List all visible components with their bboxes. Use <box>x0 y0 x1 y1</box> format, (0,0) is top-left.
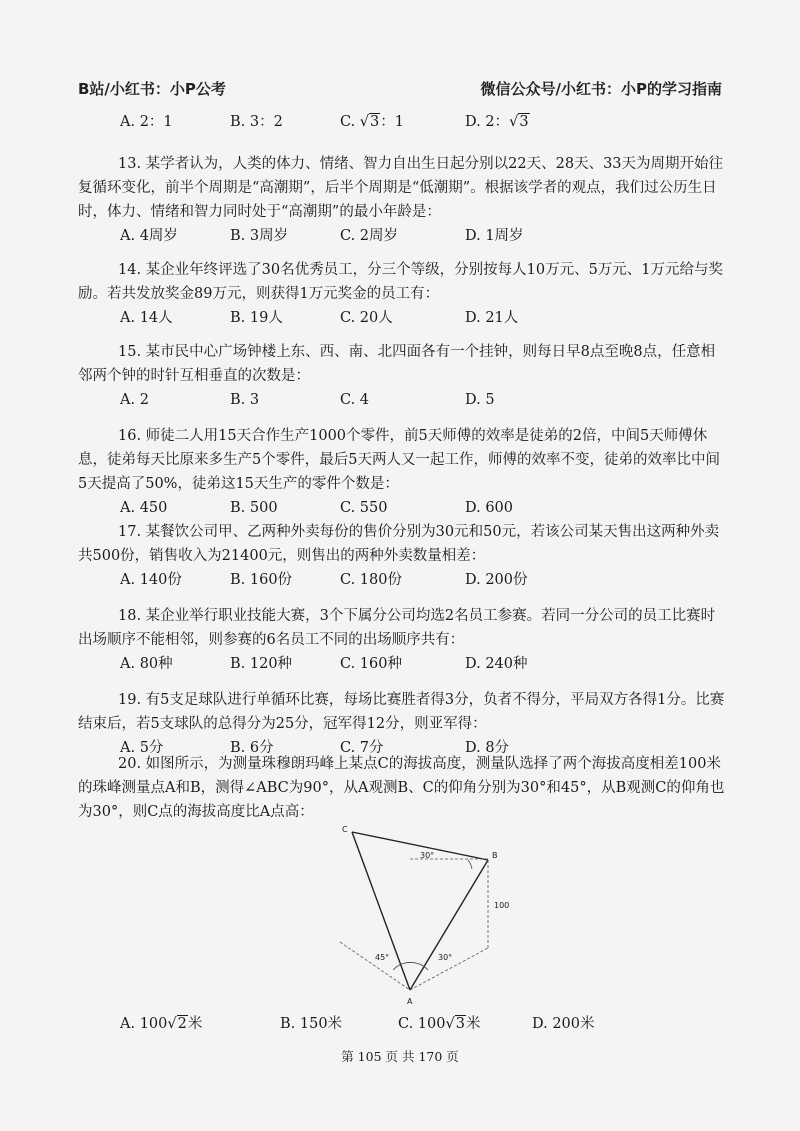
label-c: C <box>342 825 348 834</box>
question-14 <box>78 258 728 330</box>
angle-b-label: 30° <box>420 851 435 860</box>
option-c: C. 4 <box>340 392 370 408</box>
header-right: 微信公众号/小红书：小P的学习指南 <box>480 80 722 98</box>
options-row <box>120 568 728 592</box>
option-b: B. 3周岁 <box>230 228 289 244</box>
options-row <box>120 110 728 134</box>
option-d: D. 5 <box>465 392 495 408</box>
label-a: A <box>407 997 413 1006</box>
line-ba <box>410 860 488 990</box>
option-a: A. 4周岁 <box>120 228 178 244</box>
angle-a-left-label: 45° <box>375 953 390 962</box>
option-c: C. 160种 <box>340 656 402 672</box>
question-20 <box>78 752 728 824</box>
question-stem: 20. 如图所示，为测量珠穆朗玛峰上某点C的海拔高度，测量队选择了两个海拔高度相差100米的珠峰测量点A和B，测得∠ABC为90°，从A观测B、C的仰角分别为30°和45°，从B观测C的仰角也为30°，则C点的海拔高度比A点高： <box>78 756 725 820</box>
option-a: A. 2 <box>120 392 149 408</box>
angle-arc-b <box>468 860 472 869</box>
page-footer: 第 105 页 共 170 页 <box>341 1049 459 1064</box>
option-d: D. 200份 <box>465 572 528 588</box>
line-ca <box>352 832 410 990</box>
option-b: B. 3：2 <box>230 114 283 130</box>
option-b: B. 500 <box>230 500 278 516</box>
option-d: D. 8分 <box>465 740 510 756</box>
option-d: D. 1周岁 <box>465 228 524 244</box>
option-d: D. 600 <box>465 500 514 516</box>
question-12 <box>78 110 728 134</box>
triangle-diagram <box>330 820 540 1010</box>
option-a: A. 14人 <box>120 310 173 326</box>
option-b: B. 3 <box>230 392 260 408</box>
option-b: B. 120种 <box>230 656 293 672</box>
question-stem: 14. 某企业年终评选了30名优秀员工，分三个等级，分别按每人10万元、5万元、1万元给与奖励。若共发放奖金89万元，则获得1万元奖金的员工有： <box>78 262 724 302</box>
option-c: C. 550 <box>340 500 388 516</box>
option-c: C. √3：1 <box>340 114 405 130</box>
question-stem: 17. 某餐饮公司甲、乙两种外卖每份的售价分别为30元和50元，若该公司某天售出这两种外卖共500份，销售收入为21400元，则售出的两种外卖数量相差： <box>78 524 720 564</box>
question-stem: 18. 某企业举行职业技能大赛，3个下属分公司均选2名员工参赛。若同一分公司的员工比赛时出场顺序不能相邻，则参赛的6名员工不同的出场顺序共有： <box>78 608 716 648</box>
question-17 <box>78 520 728 592</box>
option-c: C. 7分 <box>340 740 384 756</box>
option-b: B. 6分 <box>230 740 274 756</box>
option-a: A. 2：1 <box>120 114 173 130</box>
ground-left <box>340 942 410 990</box>
option-c: C. 2周岁 <box>340 228 399 244</box>
question-stem: 13. 某学者认为，人类的体力、情绪、智力自出生日起分别以22天、28天、33天为周期开始往复循环变化，前半个周期是“高潮期”，后半个周期是“低潮期”。根据该学者的观点，我们过公历生日时，体力、情绪和智力同时处于“高潮期”的最小年龄是： <box>78 156 724 220</box>
option-b: B. 19人 <box>230 310 283 326</box>
options-row <box>120 388 728 412</box>
question-18 <box>78 604 728 676</box>
option-a: A. 80种 <box>120 656 173 672</box>
options-row <box>120 652 728 676</box>
label-b: B <box>492 851 498 860</box>
options-row <box>120 496 728 520</box>
option-a: A. 5分 <box>120 740 164 756</box>
option-d: D. 240种 <box>465 656 528 672</box>
question-13 <box>78 152 728 248</box>
options-row <box>120 224 728 248</box>
question-16 <box>78 424 728 520</box>
options-row <box>120 306 728 330</box>
header-left: B站/小红书：小P公考 <box>78 80 226 98</box>
option-b: B. 160份 <box>230 572 293 588</box>
question-15 <box>78 340 728 412</box>
height-label: 100 <box>494 901 510 910</box>
option-c: C. 20人 <box>340 310 393 326</box>
option-a: A. 450 <box>120 500 168 516</box>
option-d: D. 200米 <box>532 1016 595 1032</box>
option-c: C. 180份 <box>340 572 402 588</box>
option-d: D. 2：√3 <box>465 114 529 130</box>
triangle-figure <box>330 820 540 1010</box>
angle-a-right-label: 30° <box>438 953 453 962</box>
option-a: A. 100√2米 <box>120 1016 203 1032</box>
option-a: A. 140份 <box>120 572 182 588</box>
question-stem: 19. 有5支足球队进行单循环比赛，每场比赛胜者得3分，负者不得分，平局双方各得1分。比赛结束后，若5支球队的总得分为25分，冠军得12分，则亚军得： <box>78 692 725 732</box>
option-b: B. 150米 <box>280 1016 343 1032</box>
question-19 <box>78 688 728 760</box>
option-d: D. 21人 <box>465 310 519 326</box>
question-20-options <box>120 1012 680 1036</box>
option-c: C. 100√3米 <box>398 1016 481 1032</box>
question-stem: 16. 师徒二人用15天合作生产1000个零件，前5天师傅的效率是徒弟的2倍，中间5天师傅休息，徒弟每天比原来多生产5个零件，最后5天两人又一起工作，师傅的效率不变，徒弟的效率比中间5天提高了50%，徒弟这15天生产的零件个数是： <box>78 428 720 492</box>
question-stem: 15. 某市民中心广场钟楼上东、西、南、北四面各有一个挂钟，则每日早8点至晚8点，任意相邻两个钟的时针互相垂直的次数是： <box>78 344 716 384</box>
